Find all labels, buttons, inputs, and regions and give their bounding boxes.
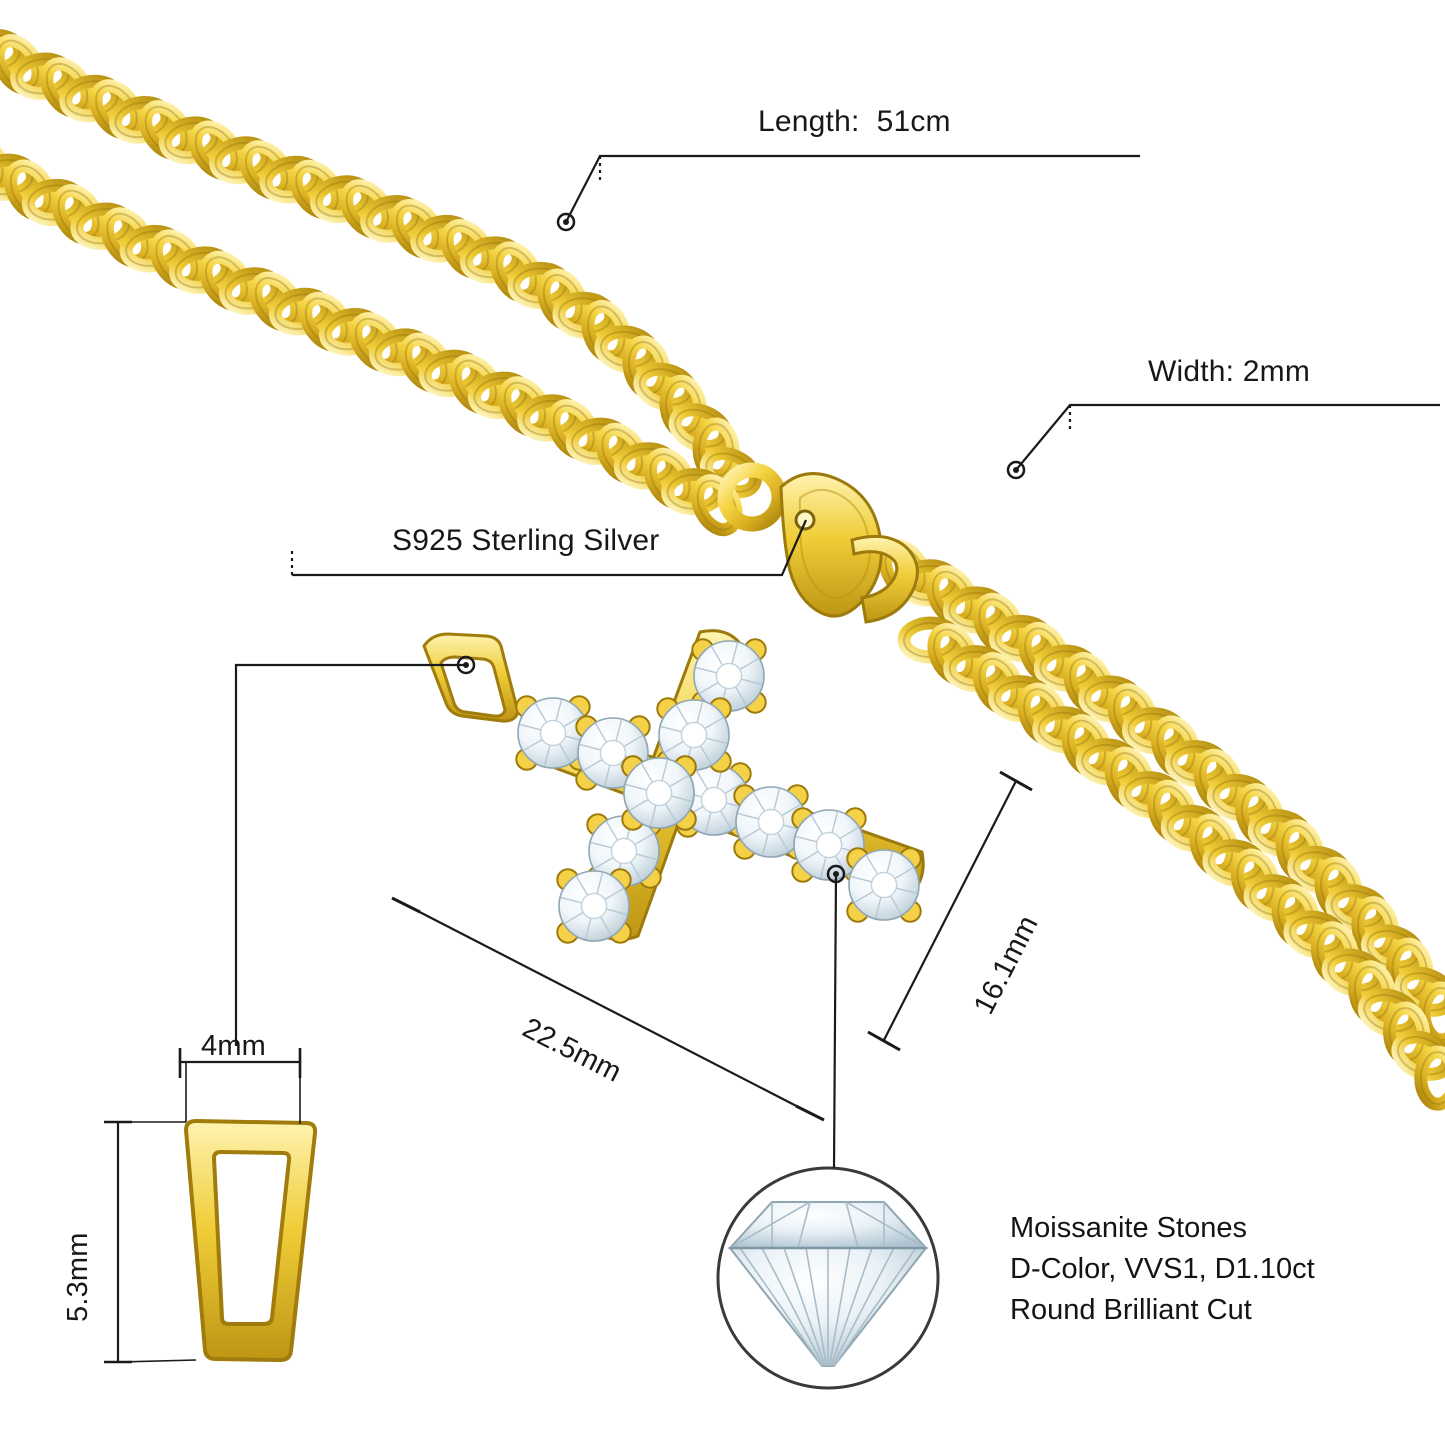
stone-info-line-1: Moissanite Stones bbox=[1010, 1212, 1247, 1244]
bail-detail-shape bbox=[186, 1121, 315, 1360]
chain-lower-strand bbox=[877, 539, 1445, 1104]
dimension-bail-height: 5.3mm bbox=[62, 1232, 94, 1322]
dimension-bail-width: 4mm bbox=[201, 1030, 267, 1062]
chain-upper-strand bbox=[0, 9, 762, 536]
stone-info-line-3: Round Brilliant Cut bbox=[1010, 1294, 1252, 1326]
pendant-bail bbox=[424, 634, 518, 721]
annotation-length: Length: 51cm bbox=[758, 105, 951, 138]
magnified-stone bbox=[718, 1168, 938, 1388]
annotation-material: S925 Sterling Silver bbox=[392, 524, 660, 557]
cross-stones bbox=[516, 639, 920, 942]
stone-info-line-2: D-Color, VVS1, D1.10ct bbox=[1010, 1253, 1315, 1285]
dimension-cross-width: 22.5mm bbox=[517, 1012, 627, 1089]
annotation-width: Width: 2mm bbox=[1148, 355, 1311, 388]
dimension-cross-height: 16.1mm bbox=[968, 910, 1045, 1020]
